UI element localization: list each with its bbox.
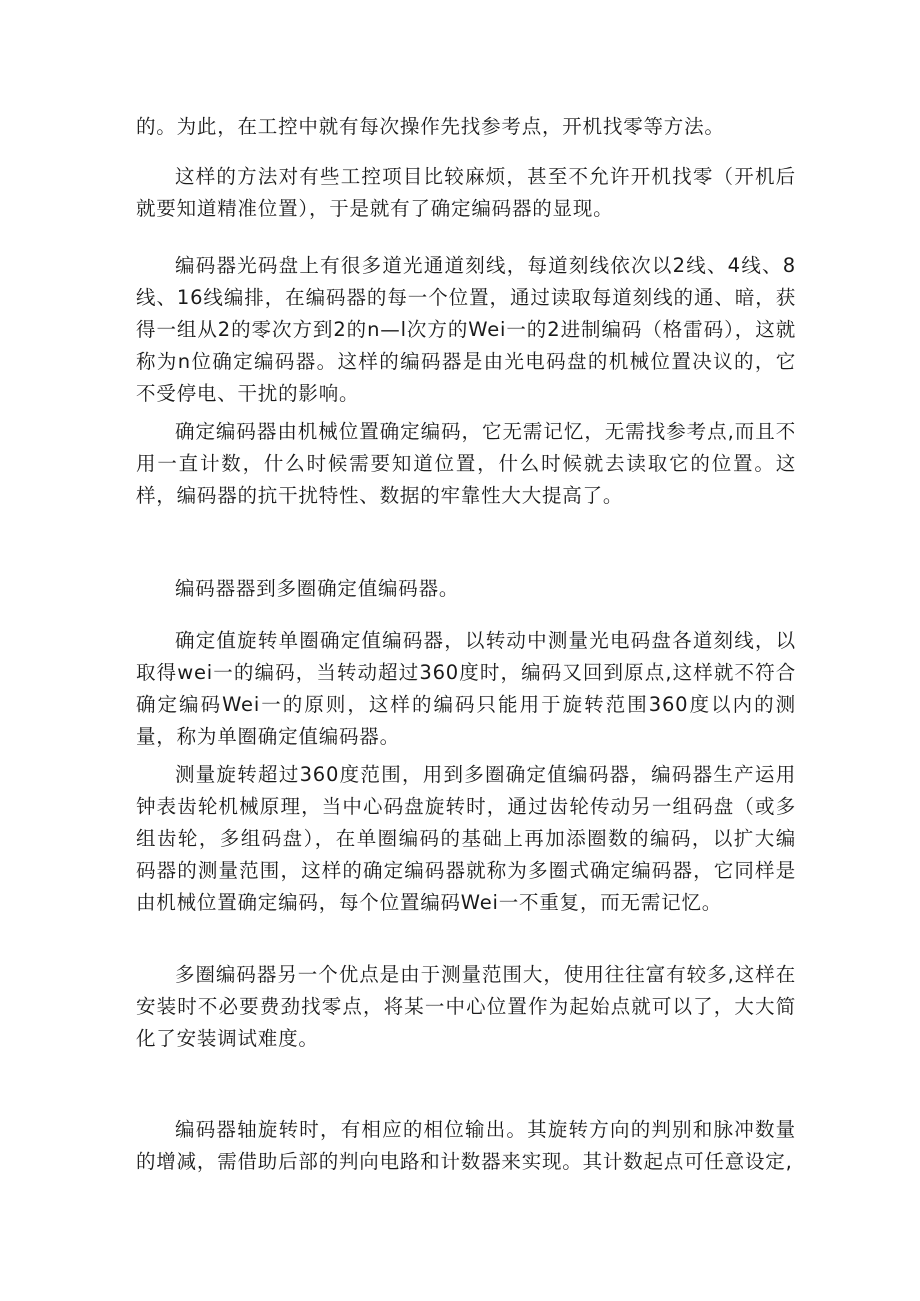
paragraph-3: 编码器光码盘上有很多道光通道刻线，每道刻线依次以2线、4线、8线、16线编排，在编码器的每一个位置，通过读取每道刻线的通、暗，获得一组从2的零次方到2的n—l次方的Wei一的2进制编码（格雷码），这就称为n位确定编码器。这样的编码器是由光电码盘的机械位置决议的，它不受停电、干扰的影响。 [136,254,796,405]
paragraph-8: 多圈编码器另一个优点是由于测量范围大，使用往往富有较多,这样在安装时不必要费劲找零点，将某一中心位置作为起始点就可以了，大大简化了安装调试难度。 [136,963,796,1050]
paragraph-1: 的。为此，在工控中就有每次操作先找参考点，开机找零等方法。 [136,115,725,138]
paragraph-4: 确定编码器由机械位置确定编码，它无需记忆，无需找参考点,而且不用一直计数，什么时候需要知道位置，什么时候就去读取它的位置。这样，编码器的抗干扰特性、数据的牢靠性大大提高了。 [136,420,796,507]
paragraph-9: 编码器轴旋转时，有相应的相位输出。其旋转方向的判别和脉冲数量的增减，需借助后部的判向电路和计数器来实现。其计数起点可任意设定, [136,1118,796,1173]
paragraph-6: 确定值旋转单圈确定值编码器，以转动中测量光电码盘各道刻线，以取得wei一的编码，当转动超过360度时，编码又回到原点,这样就不符合确定编码Wei一的原则，这样的编码只能用于旋转范围360度以内的测量，称为单圈确定值编码器。 [136,629,796,748]
paragraph-7: 测量旋转超过360度范围，用到多圈确定值编码器，编码器生产运用钟表齿轮机械原理，当中心码盘旋转时，通过齿轮传动另一组码盘（或多组齿轮，多组码盘），在单圈编码的基础上再加添圈数的编码，以扩大编码器的测量范围，这样的确定编码器就称为多圈式确定编码器，它同样是由机械位置确定编码，每个位置编码Wei一不重复，而无需记忆。 [136,763,796,914]
paragraph-2: 这样的方法对有些工控项目比较麻烦，甚至不允许开机找零（开机后就要知道精准位置），于是就有了确定编码器的显现。 [136,165,796,220]
paragraph-5: 编码器器到多圈确定值编码器。 [175,577,460,600]
